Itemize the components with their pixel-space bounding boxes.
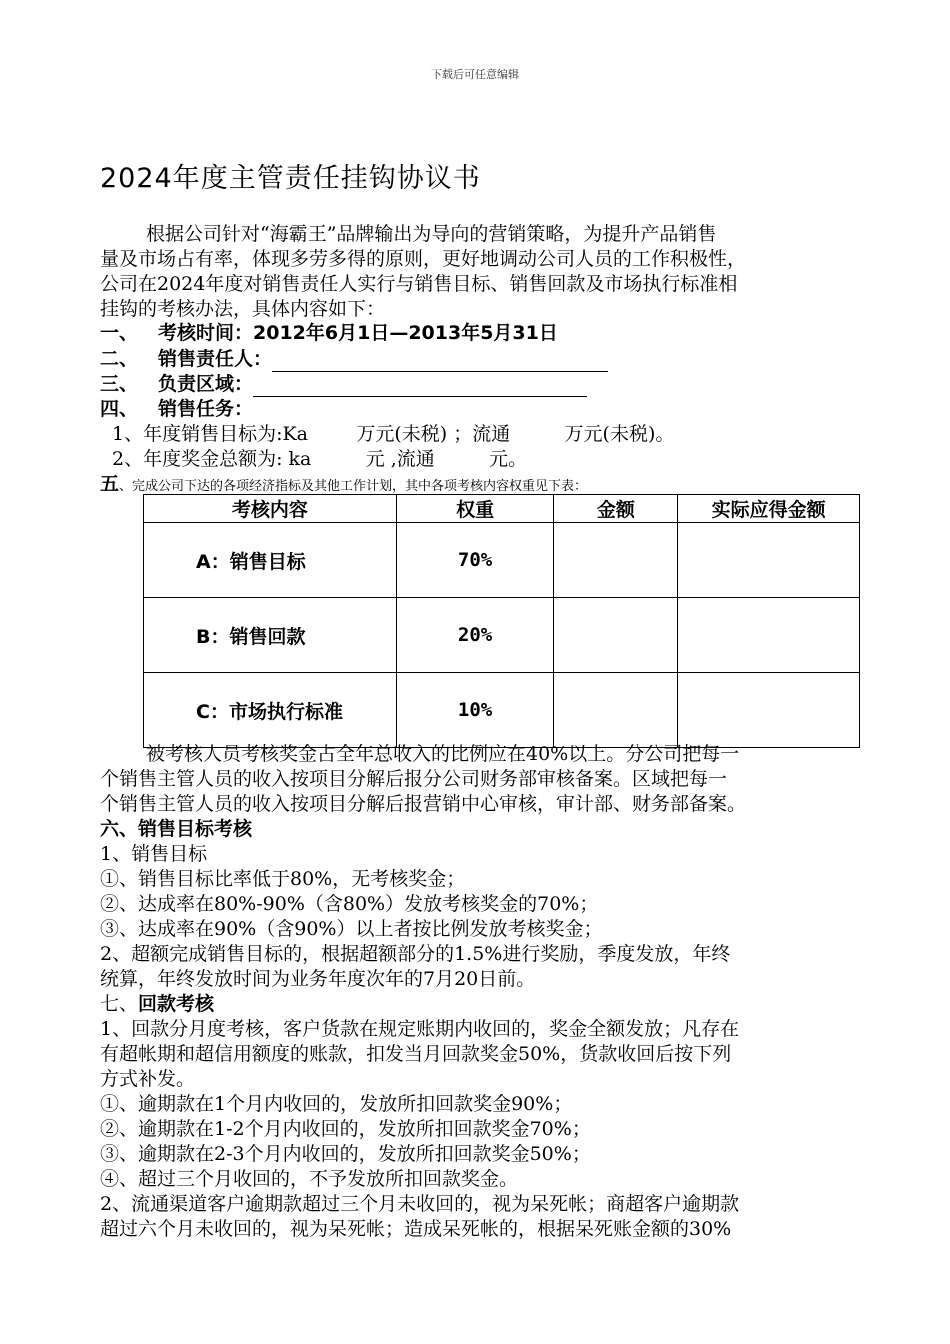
paragraph-line: ②、逾期款在1-2个月内收回的，发放所扣回款奖金70%； xyxy=(100,1118,591,1140)
section-number: 三、 xyxy=(100,373,139,395)
section-number: 七、 xyxy=(100,993,139,1015)
section-number: 一、 xyxy=(100,322,139,344)
paragraph-line: 统算，年终发放时间为业务年度次年的7月20日前。 xyxy=(100,968,536,990)
assessment-table xyxy=(143,494,860,748)
paragraph-line: 2、流通渠道客户逾期款超过三个月未收回的，视为呆死帐；商超客户逾期款 xyxy=(100,1193,740,1215)
section-4 xyxy=(100,397,253,422)
section-number: 四、 xyxy=(100,398,139,420)
paragraph-line: 有超帐期和超信用额度的账款，扣发当月回款奖金50%，货款收回后按下列 xyxy=(100,1043,732,1065)
header-item: 考核内容 xyxy=(144,495,397,523)
table-row xyxy=(144,598,860,673)
paragraph-line: 超过六个月未收回的，视为呆死帐；造成呆死帐的，根据呆死账金额的30% xyxy=(100,1218,732,1240)
header-actual-amount: 实际应得金额 xyxy=(678,495,860,523)
item-cell: A：销售目标 xyxy=(144,523,397,598)
page-title: 2024年度主管责任挂钩协议书 xyxy=(100,163,481,194)
task-line-1: 1、年度销售目标为:Ka 万元(未税) ；流通 万元(未税)。 xyxy=(112,423,675,445)
paragraph-line: 1、回款分月度考核，客户货款在规定账期内收回的，奖金全额发放；凡存在 xyxy=(100,1018,740,1040)
table-row xyxy=(144,673,860,748)
section-text: 考核时间：2012年6月1日—2013年5月31日 xyxy=(158,322,558,344)
section-2 xyxy=(100,347,608,372)
actual-amount-cell[interactable] xyxy=(678,523,860,598)
region-blank[interactable] xyxy=(253,376,587,397)
header-weight: 权重 xyxy=(396,495,554,523)
paragraph-line: 个销售主管人员的收入按项目分解后报分公司财务部审核备案。区域把每一 xyxy=(100,768,728,790)
actual-amount-cell[interactable] xyxy=(678,673,860,748)
paragraph-line: 1、销售目标 xyxy=(100,843,208,865)
responsible-person-blank[interactable] xyxy=(272,351,608,372)
amount-cell[interactable] xyxy=(554,598,678,673)
section-7-heading xyxy=(100,992,850,1017)
intro-line: 挂钩的考核办法，具体内容如下： xyxy=(100,298,386,320)
paragraph-line: ②、达成率在80%-90%（含80%）发放考核奖金的70%； xyxy=(100,893,599,915)
section-6-heading: 六、销售目标考核 xyxy=(100,818,253,840)
paragraph-line: 被考核人员考核奖金占全年总收入的比例应在40%以上。分公司把每一 xyxy=(146,743,740,765)
task-line-2: 2、年度奖金总额为: ka 元 ,流通 元。 xyxy=(112,448,528,470)
table-header-row xyxy=(144,495,860,523)
weight-cell: 70% xyxy=(396,523,554,598)
paragraph-line: 方式补发。 xyxy=(100,1068,196,1090)
section-text: 负责区域： xyxy=(158,373,254,395)
section-1 xyxy=(100,321,558,346)
section-text: 销售责任人： xyxy=(158,348,273,370)
section-number: 二、 xyxy=(100,348,139,370)
paragraph-line: ④、超过三个月收回的，不予发放所扣回款奖金。 xyxy=(100,1168,519,1190)
intro-line: 公司在2024年度对销售责任人实行与销售目标、销售回款及市场执行标准相 xyxy=(100,273,738,295)
item-cell: C：市场执行标准 xyxy=(144,673,397,748)
amount-cell[interactable] xyxy=(554,673,678,748)
amount-cell[interactable] xyxy=(554,523,678,598)
paragraph-line: ①、逾期款在1个月内收回的，发放所扣回款奖金90%； xyxy=(100,1093,573,1115)
header-amount: 金额 xyxy=(554,495,678,523)
paragraph-line: ③、达成率在90%（含90%）以上者按比例发放考核奖金； xyxy=(100,918,603,940)
paragraph-line: 个销售主管人员的收入按项目分解后报营销中心审核，审计部、财务部备案。 xyxy=(100,793,747,815)
weight-cell: 20% xyxy=(396,598,554,673)
paragraph-line: 2、超额完成销售目标的，根据超额部分的1.5%进行奖励，季度发放，年终 xyxy=(100,943,731,965)
section-text: 、完成公司下达的各项经济指标及其他工作计划，其中各项考核内容权重见下表： xyxy=(119,479,588,494)
actual-amount-cell[interactable] xyxy=(678,598,860,673)
weight-cell: 10% xyxy=(396,673,554,748)
section-text: 销售任务： xyxy=(158,398,254,420)
intro-line: 量及市场占有率，体现多劳多得的原则，更好地调动公司人员的工作积极性， xyxy=(100,248,747,270)
section-number: 五 xyxy=(100,473,120,495)
header-watermark: 下载后可任意编辑 xyxy=(431,68,519,81)
item-cell: B：销售回款 xyxy=(144,598,397,673)
table-row xyxy=(144,523,860,598)
section-3 xyxy=(100,372,587,397)
paragraph-line: ①、销售目标比率低于80%，无考核奖金； xyxy=(100,868,466,890)
paragraph-line: ③、逾期款在2-3个月内收回的，发放所扣回款奖金50%； xyxy=(100,1143,591,1165)
intro-line: 根据公司针对“海霸王”品牌输出为导向的营销策略，为提升产品销售 xyxy=(146,223,717,245)
section-title: 回款考核 xyxy=(138,993,215,1015)
